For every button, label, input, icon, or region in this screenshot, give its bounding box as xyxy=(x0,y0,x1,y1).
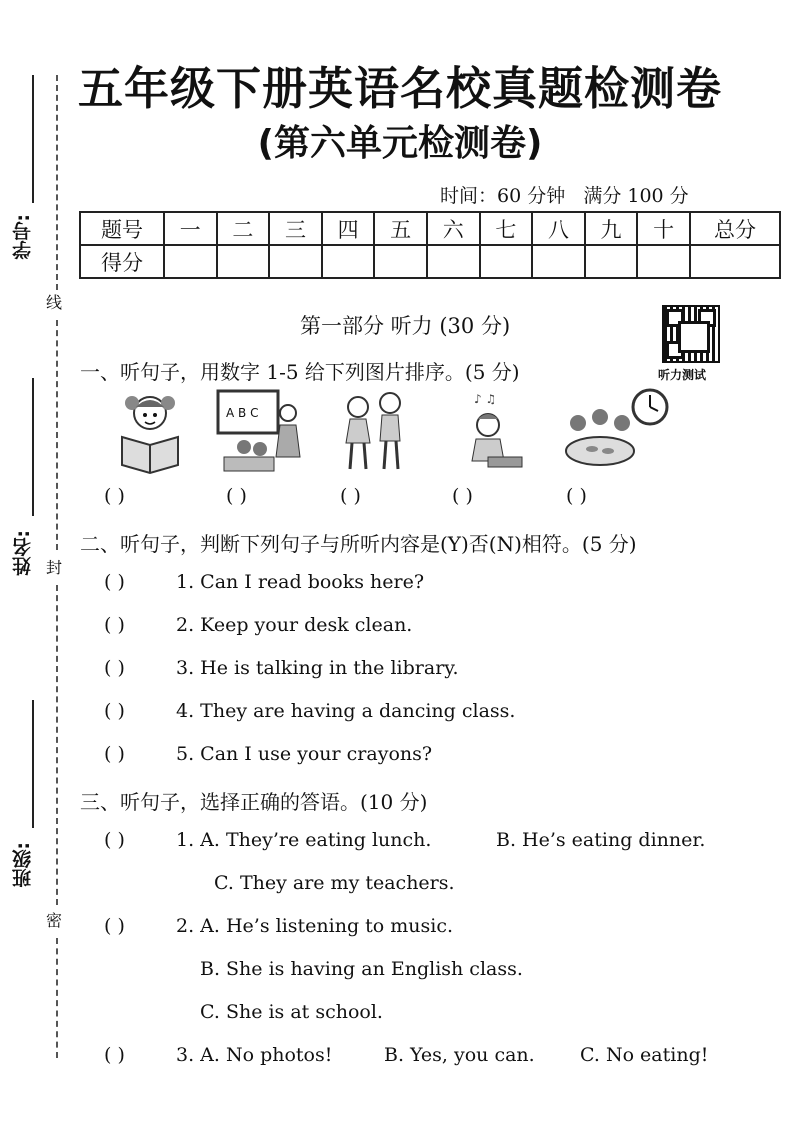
answer-blank[interactable]: ( ) xyxy=(104,829,125,851)
page-subtitle: (第六单元检测卷) xyxy=(257,123,543,164)
score-input-cell[interactable] xyxy=(217,245,270,278)
score-input-cell[interactable] xyxy=(374,245,427,278)
table-cell: 一 xyxy=(164,212,217,245)
qr-label: 听力测试 xyxy=(658,368,707,382)
table-cell: 九 xyxy=(585,212,638,245)
class-label: 班级: xyxy=(12,842,34,888)
answer-blank[interactable]: ( ) xyxy=(104,915,125,937)
score-input-cell[interactable] xyxy=(637,245,690,278)
question-item: 2. Keep your desk clean. xyxy=(176,614,413,636)
score-table-score-row xyxy=(80,245,780,278)
score-input-cell[interactable] xyxy=(269,245,322,278)
table-cell: 七 xyxy=(480,212,533,245)
answer-blank[interactable]: ( ) xyxy=(104,571,125,593)
girl-thinking-icon xyxy=(458,385,528,475)
binding-line-class xyxy=(32,700,34,828)
girl-reading-icon xyxy=(110,385,190,475)
choice-c: C. She is at school. xyxy=(200,1001,383,1023)
question-item: 5. Can I use your crayons? xyxy=(176,743,433,765)
dashed-fold-line xyxy=(56,938,58,1058)
secret-mark: 密 xyxy=(46,911,63,930)
dashed-fold-line xyxy=(56,320,58,550)
table-cell: 四 xyxy=(322,212,375,245)
answer-blank[interactable]: ( ) xyxy=(226,485,247,507)
section-heading: 二、听句子，判断下列句子与所听内容是(Y)否(N)相符。(5 分) xyxy=(80,532,637,556)
score-input-cell[interactable] xyxy=(532,245,585,278)
question-item: 3. He is talking in the library. xyxy=(176,657,459,679)
kids-eating-clock-icon xyxy=(562,385,672,475)
score-table-header-row xyxy=(80,212,780,245)
answer-blank[interactable]: ( ) xyxy=(104,700,125,722)
score-table xyxy=(79,211,781,279)
svg-text:♪ ♫: ♪ ♫ xyxy=(474,392,497,406)
table-cell: 总分 xyxy=(690,212,780,245)
section-heading: 一、听句子，用数字 1-5 给下列图片排序。(5 分) xyxy=(80,360,520,384)
choice-a: 2. A. He’s listening to music. xyxy=(176,915,454,937)
choice-b: B. Yes, you can. xyxy=(384,1044,535,1066)
line-mark: 线 xyxy=(46,293,63,312)
qr-code-icon[interactable] xyxy=(662,305,720,363)
binding-line-name xyxy=(32,378,34,516)
table-cell: 题号 xyxy=(80,212,164,245)
seal-mark: 封 xyxy=(46,558,63,577)
choice-c: C. They are my teachers. xyxy=(214,872,455,894)
exam-meta: 时间：60 分钟 满分 100 分 xyxy=(440,185,689,207)
score-input-cell[interactable] xyxy=(164,245,217,278)
dashed-fold-line xyxy=(56,585,58,905)
answer-blank[interactable]: ( ) xyxy=(104,657,125,679)
name-label: 姓名: xyxy=(12,530,34,576)
kids-dancing-icon xyxy=(334,385,414,475)
question-item: 1. Can I read books here? xyxy=(176,571,425,593)
table-cell: 二 xyxy=(217,212,270,245)
page-title: 五年级下册英语名校真题检测卷 xyxy=(77,62,722,115)
answer-blank[interactable]: ( ) xyxy=(104,743,125,765)
score-input-cell[interactable] xyxy=(427,245,480,278)
choice-b: B. He’s eating dinner. xyxy=(496,829,706,851)
score-input-cell[interactable] xyxy=(322,245,375,278)
question-item: 4. They are having a dancing class. xyxy=(176,700,516,722)
teacher-board-icon xyxy=(214,385,306,475)
table-cell: 五 xyxy=(374,212,427,245)
score-input-cell[interactable] xyxy=(585,245,638,278)
choice-a: 1. A. They’re eating lunch. xyxy=(176,829,432,851)
choice-a: 3. A. No photos! xyxy=(176,1044,333,1066)
part-heading: 第一部分 听力 (30 分) xyxy=(300,314,511,338)
table-cell: 三 xyxy=(269,212,322,245)
table-cell: 六 xyxy=(427,212,480,245)
section-heading: 三、听句子，选择正确的答语。(10 分) xyxy=(80,790,428,814)
score-input-cell[interactable] xyxy=(480,245,533,278)
answer-blank[interactable]: ( ) xyxy=(104,614,125,636)
answer-blank[interactable]: ( ) xyxy=(104,1044,125,1066)
answer-blank[interactable]: ( ) xyxy=(340,485,361,507)
student-id-label: 学号: xyxy=(12,214,34,260)
choice-c: C. No eating! xyxy=(580,1044,709,1066)
answer-blank[interactable]: ( ) xyxy=(452,485,473,507)
table-cell: 得分 xyxy=(80,245,164,278)
qr-center xyxy=(678,321,710,353)
choice-b: B. She is having an English class. xyxy=(200,958,523,980)
table-cell: 十 xyxy=(637,212,690,245)
answer-blank[interactable]: ( ) xyxy=(566,485,587,507)
score-input-cell[interactable] xyxy=(690,245,780,278)
answer-blank[interactable]: ( ) xyxy=(104,485,125,507)
svg-text:A B C: A B C xyxy=(226,406,259,420)
table-cell: 八 xyxy=(532,212,585,245)
